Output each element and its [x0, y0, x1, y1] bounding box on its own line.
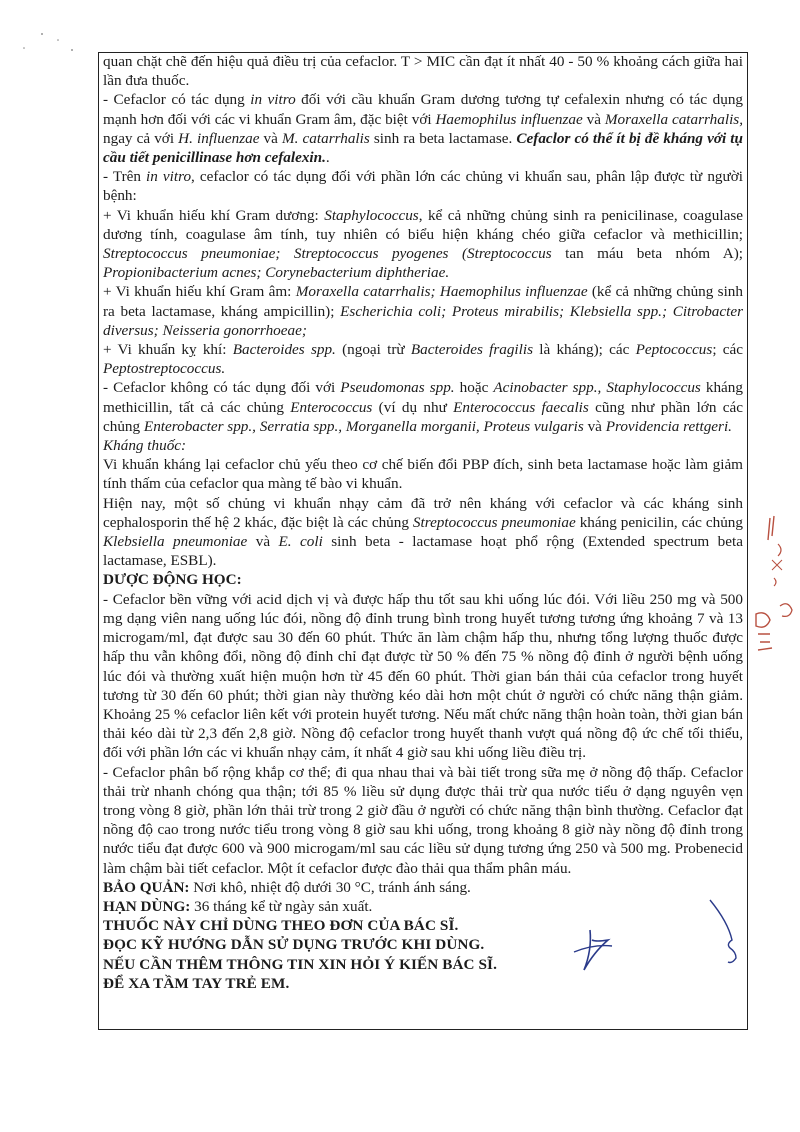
warning-read-instructions: ĐỌC KỸ HƯỚNG DẪN SỬ DỤNG TRƯỚC KHI DÙNG.: [103, 936, 485, 954]
heading-pharmacokinetics: DƯỢC ĐỘNG HỌC:: [103, 571, 242, 589]
scan-speckles: [20, 28, 90, 58]
storage-line: BẢO QUẢN: Nơi khô, nhiệt độ dưới 30 °C, tránh ánh sáng.: [103, 878, 471, 896]
paragraph-pd-intro: quan chặt chẽ đến hiệu quả điều trị của cefaclor. T > MIC cần đạt ít nhất 40 - 50 % khoảng cách giữa hai lần đưa thuốc.: [103, 53, 743, 90]
paragraph-in-vitro: - Trên in vitro, cefaclor có tác dụng đối với phần lớn các chủng vi khuẩn sau, phân lập được từ người bệnh:: [103, 168, 743, 205]
paragraph-resistance-mechanism: Vi khuẩn kháng lại cefaclor chủ yếu theo cơ chế biến đổi PBP đích, sinh beta lactamase hoặc làm giảm tính thấm của cefaclor qua màng tế bào vi khuẩn.: [103, 456, 743, 493]
paragraph-not-effective: - Cefaclor không có tác dụng đối với Pseudomonas spp. hoặc Acinobacter spp., Staphylococcus kháng methicillin, tất cả các chủng Enterococcus (ví dụ như Enterococcus faecalis cũng như phần lớn các chủng Enterobacter spp., Serratia spp., Morganella morganii, Proteus vulgaris và Providencia rettgeri.: [103, 379, 743, 435]
paragraph-distribution: - Cefaclor phân bố rộng khắp cơ thể; đi qua nhau thai và bài tiết trong sữa mẹ ở nồng độ thấp. Cefaclor thải trừ nhanh chóng qua thận; tới 85 % liều sử dụng được thải trừ qua nước tiểu ở dạng nguyên vẹn trong vòng 8 giờ, phần lớn thải trừ trong 2 giờ đầu ở người có chức năng thận bình thường. Cefaclor đạt nồng độ cao trong nước tiểu trong vòng 8 giờ sau khi uống, trong khoảng 8 giờ này nồng độ đỉnh trong nước tiểu đạt được 600 và 900 microgam/ml sau các liều sử dụng tương ứng 250 và 500 mg. Probenecid làm chậm bài tiết cefaclor. Một ít cefaclor được đào thải qua thẩm phân máu.: [103, 763, 743, 877]
document-body: [103, 52, 743, 993]
side-stamp-marks: [752, 510, 798, 660]
warning-keep-from-children: ĐỂ XA TẦM TAY TRẺ EM.: [103, 974, 290, 992]
handwritten-signature: [560, 890, 760, 990]
paragraph-absorption: - Cefaclor bền vững với acid dịch vị và được hấp thu tốt sau khi uống lúc đói. Với liều 250 mg và 500 mg dạng viên nang uống lúc đói, nồng độ đỉnh trung bình trong huyết tương tương ứng khoảng 7 và 13 microgam/ml, đạt được sau 30 đến 60 phút. Thức ăn làm chậm hấp thu, nhưng tổng lượng thuốc được hấp thu vẫn không đổi, nồng độ đỉnh chỉ đạt được từ 50 % đến 75 % nồng độ đỉnh ở người bệnh uống lúc đói và thường xuất hiện muộn hơn từ 45 đến 60 phút. Thời gian bán thải của cefaclor trong huyết tương từ 30 đến 60 phút; thời gian này thường kéo dài hơn một chút ở người có chức năng thận giảm. Khoảng 25 % cefaclor liên kết với protein huyết tương. Nếu mất chức năng thận hoàn toàn, thời gian bán thải kéo dài từ 2,3 đến 2,8 giờ. Nồng độ cefaclor trong huyết thanh vượt quá nồng độ ức chế tối thiểu, đối với phần lớn các vi khuẩn nhạy cảm, ít nhất 4 giờ sau khi uống liều điều trị.: [103, 590, 743, 762]
paragraph-gram-negative: + Vi khuẩn hiếu khí Gram âm: Moraxella catarrhalis; Haemophilus influenzae (kể cả những chủng sinh ra beta lactamase, kháng ampicillin); Escherichia coli; Proteus mirabilis; Klebsiella spp.; Citrobacter diversus; Neisseria gonorrhoeae;: [103, 283, 743, 339]
shelf-life-line: HẠN DÙNG: 36 tháng kể từ ngày sản xuất.: [103, 897, 373, 915]
warning-ask-doctor: NẾU CẦN THÊM THÔNG TIN XIN HỎI Ý KIẾN BÁC SĨ.: [103, 955, 497, 973]
paragraph-resistance-current: Hiện nay, một số chủng vi khuẩn nhạy cảm đã trở nên kháng với cefaclor và các kháng sinh cephalosporin thế hệ 2 khác, đặc biệt là các chủng Streptococcus pneumoniae kháng penicilin, các chủng Klebsiella pneumoniae và E. coli sinh beta - lactamase hoạt phổ rộng (Extended spectrum beta lactamase, ESBL).: [103, 494, 743, 570]
heading-resistance: Kháng thuốc:: [103, 437, 187, 455]
paragraph-anaerobic: + Vi khuẩn kỵ khí: Bacteroides spp. (ngoại trừ Bacteroides fragilis là kháng); các Peptococcus; các Peptostreptococcus.: [103, 341, 743, 378]
paragraph-gram-positive: + Vi khuẩn hiếu khí Gram dương: Staphylococcus, kể cả những chủng sinh ra penicilinase, coagulase dương tính, coagulase âm tính, tuy nhiên có biểu hiện kháng chéo giữa cefaclor và methicillin; Streptococcus pneumoniae; Streptococcus pyogenes (Streptococcus tan máu beta nhóm A); Propionibacterium acnes; Corynebacterium diphtheriae.: [103, 206, 744, 282]
paragraph-spectrum-gram: - Cefaclor có tác dụng in vitro đối với cầu khuẩn Gram dương tương tự cefalexin nhưng có tác dụng mạnh hơn đối với các vi khuẩn Gram âm, đặc biệt với Haemophilus influenzae và Moraxella catarrhalis, ngay cả với H. influenzae và M. catarrhalis sinh ra beta lactamase. Cefaclor có thể ít bị đề kháng với tụ cầu tiết penicillinase hơn cefalexin..: [103, 91, 744, 167]
warning-prescription: THUỐC NÀY CHỈ DÙNG THEO ĐƠN CỦA BÁC SĨ.: [103, 917, 459, 935]
